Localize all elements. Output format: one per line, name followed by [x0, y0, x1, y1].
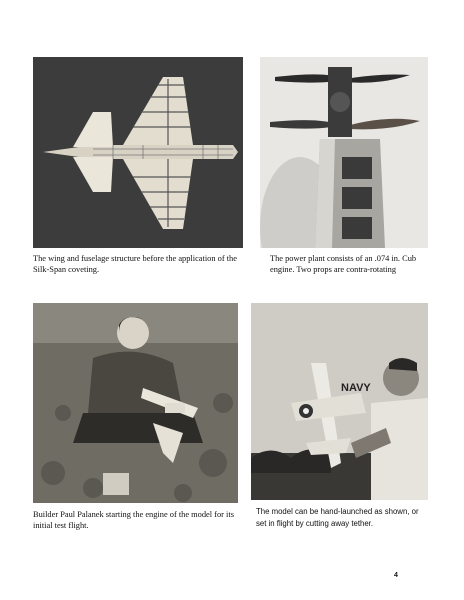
caption-hand-launch: The model can be hand-launched as shown, or set in flight by cutting away tether. [256, 507, 419, 528]
builder-scene-illustration [33, 303, 238, 503]
photo-wing-fuselage-structure [33, 57, 243, 248]
caption-wing-fuselage: The wing and fuselage structure before the application of the Silk-Span coveting. [33, 254, 237, 274]
hand-launch-illustration [251, 303, 428, 500]
airframe-structure-illustration [33, 57, 243, 248]
photo-builder-starting-engine [33, 303, 238, 503]
engine-illustration [260, 57, 428, 248]
caption-builder: Builder Paul Palanek starting the engine of the model for its initial test flight. [33, 510, 234, 530]
caption-power-plant: The power plant consists of an .074 in. Cub engine. Two props are contra-rotating [270, 254, 417, 274]
photo-hand-launch [251, 303, 428, 500]
navy-decal: NAVY [341, 382, 371, 394]
photo-power-plant [260, 57, 428, 248]
page-number: 4 [394, 572, 398, 579]
